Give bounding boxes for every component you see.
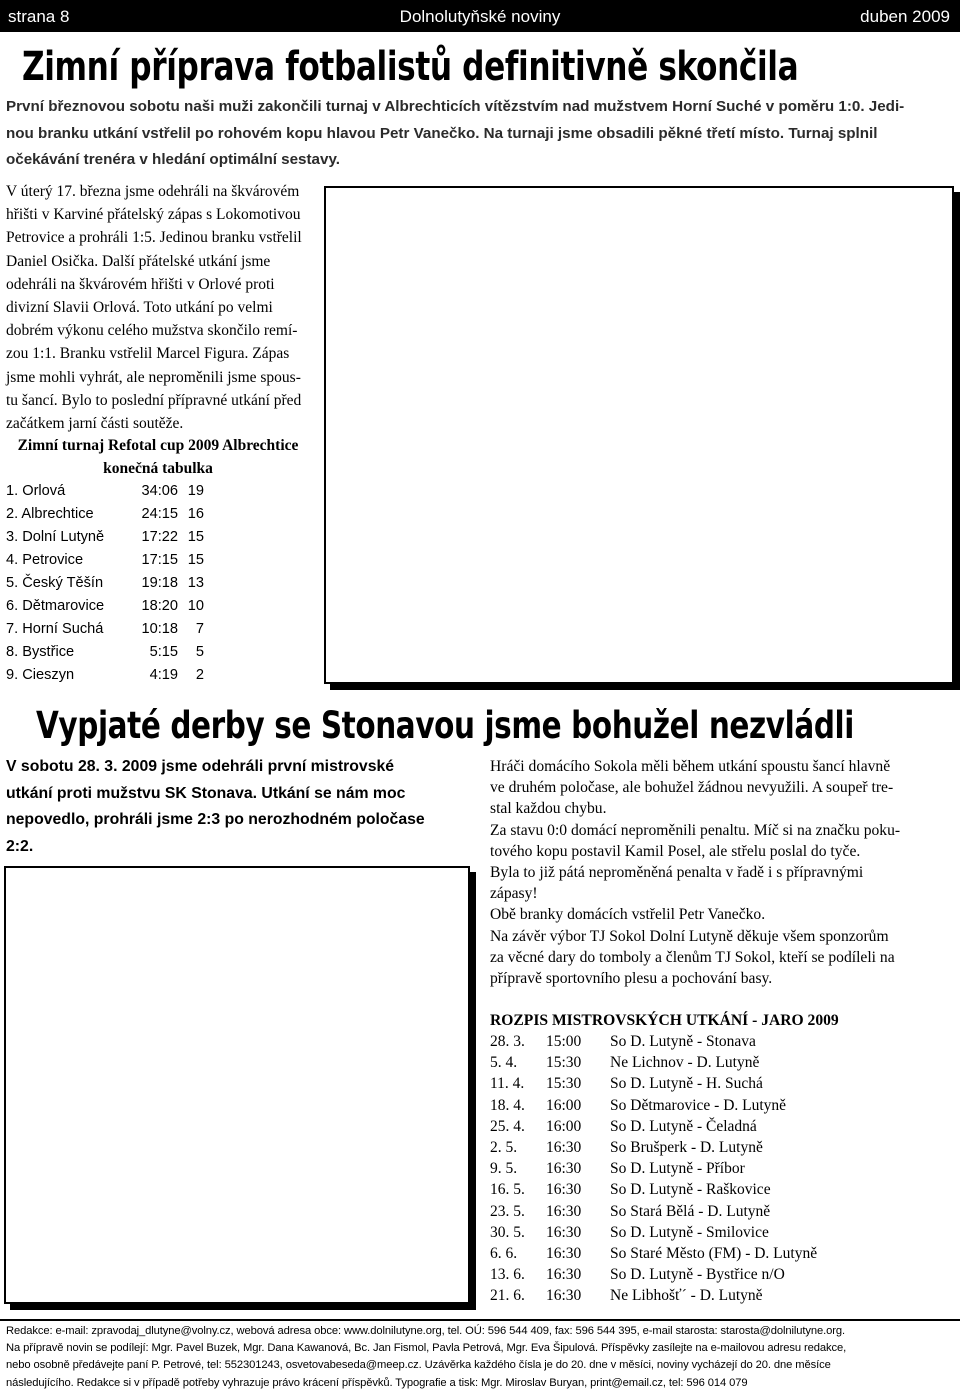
match-time: 16:00 [546, 1117, 582, 1135]
page-number: strana 8 [8, 7, 70, 26]
article-1-body [6, 180, 310, 435]
goal-score: 24:15 [141, 506, 178, 522]
points: 15 [187, 529, 204, 545]
article-2-body [490, 756, 956, 989]
goal-score: 19:18 [141, 575, 178, 591]
team-name: 3. Dolní Lutyně [6, 529, 105, 545]
body-line: odehráli na škvárovém hřišti v Orlové proti [6, 275, 275, 293]
team-name: 5. Český Těšín [6, 575, 104, 591]
body-line: Byla to již pátá neproměněná penalta v řadě i s přípravnými [490, 864, 864, 882]
points: 15 [187, 552, 204, 568]
points: 19 [187, 483, 204, 499]
points: 7 [195, 621, 204, 637]
match-date: 9. 5. [490, 1160, 518, 1178]
points: 5 [195, 644, 204, 660]
body-line: zápasy! [490, 885, 538, 903]
match-date: 21. 6. [490, 1287, 525, 1305]
page-header-bar [0, 0, 960, 32]
goal-score: 4:19 [149, 667, 178, 683]
match-date: 18. 4. [490, 1096, 525, 1114]
match-time: 15:30 [546, 1075, 582, 1093]
match-teams: Ne Libhošť´ - D. Lutyně [610, 1287, 763, 1305]
photo-placeholder-2 [4, 866, 470, 1304]
body-line: za věcné dary do tomboly a členům TJ Sokol, kteří se podíleli na [490, 948, 895, 966]
match-date: 23. 5. [490, 1202, 525, 1220]
match-time: 16:30 [546, 1287, 582, 1305]
body-line: stal každou chybu. [490, 800, 607, 818]
team-name: 8. Bystřice [6, 644, 75, 660]
standings-title-line-2: konečná tabulka [103, 460, 213, 477]
body-line: přípravě sportovního plesu a pochování basy. [490, 970, 773, 988]
goal-score: 5:15 [149, 644, 178, 660]
goal-score: 10:18 [141, 621, 178, 637]
match-date: 11. 4. [490, 1075, 525, 1093]
body-line: začátkem jarní části soutěže. [6, 415, 184, 433]
lead-line: nepovedlo, prohráli jsme 2:3 po nerozhodném poločase [6, 811, 425, 828]
match-teams: So D. Lutyně - Příbor [610, 1160, 745, 1178]
lead-line: očekávání trenéra v hledání optimální sestavy. [6, 151, 340, 168]
body-line: Za stavu 0:0 domácí neproměnili penaltu. Míč si na značku poku- [490, 821, 901, 839]
body-line: tu šancí. Bylo to poslední přípravné utkání před [6, 391, 302, 409]
team-name: 4. Petrovice [6, 552, 84, 568]
photo-placeholder-1 [324, 186, 954, 684]
body-line: V úterý 17. března jsme odehráli na škvárovém [6, 183, 300, 200]
footer-line: nebo osobně předávejte paní P. Petrové, tel: 552301243, osvetovabeseda@meep.cz. Uzávěrka každého čísla je do 20. dne v měsíci, noviny vycházejí do 20. dne měsíce [6, 1359, 831, 1372]
article-2-lead [6, 754, 470, 860]
body-line: divizní Slavii Orlová. Toto utkání po velmi [6, 299, 273, 317]
match-time: 16:30 [546, 1266, 582, 1284]
body-line: tového kopu postavil Kamil Posel, ale střelu poslal do tyče. [490, 842, 861, 860]
match-date: 5. 4. [490, 1054, 518, 1072]
match-teams: So D. Lutyně - Čeladná [610, 1117, 757, 1135]
match-time: 16:00 [546, 1096, 582, 1114]
body-line: Obě branky domácích vstřelil Petr Vanečko. [490, 906, 766, 924]
match-date: 16. 5. [490, 1181, 525, 1199]
match-teams: So Stará Bělá - D. Lutyně [610, 1202, 771, 1220]
match-teams: So D. Lutyně - Bystřice n/O [610, 1266, 785, 1284]
points: 2 [195, 667, 204, 683]
newspaper-name: Dolnolutyňské noviny [399, 7, 561, 26]
body-line: ve druhém poločase, ale bohužel žádnou nevyužili. A soupeř tre- [490, 779, 894, 797]
body-line: Petrovice a prohráli 1:5. Jedinou branku vstřelil [6, 229, 302, 247]
match-time: 16:30 [546, 1160, 582, 1178]
team-name: 9. Cieszyn [6, 667, 75, 683]
match-teams: So D. Lutyně - Smilovice [610, 1223, 769, 1241]
points: 16 [187, 506, 204, 522]
standings-title [6, 434, 310, 480]
team-name: 6. Dětmarovice [6, 598, 105, 614]
body-line: Daniel Osička. Další přátelské utkání jsme [6, 252, 271, 270]
footer-line: Na přípravě novin se podílejí: Mgr. Pavel Buzek, Mgr. Dana Kawanová, Bc. Jan Fismol, Pavla Petrová, Mgr. Eva Šipulová. Příspěvky zasílejte na e-mailovou adresu redakce, [6, 1342, 847, 1355]
body-line: hřišti v Karviné přátelský zápas s Lokomotivou [6, 206, 301, 224]
points: 10 [187, 598, 204, 614]
match-date: 2. 5. [490, 1138, 518, 1156]
article-1-lead [6, 94, 952, 174]
match-teams: So Staré Město (FM) - D. Lutyně [610, 1244, 818, 1262]
lead-line: utkání proti mužstvu SK Stonava. Utkání se nám moc [6, 784, 406, 802]
match-teams: So D. Lutyně - Stonava [610, 1033, 756, 1050]
standings-title-line-1: Zimní turnaj Refotal cup 2009 Albrechtice [17, 437, 299, 454]
match-teams: So D. Lutyně - Raškovice [610, 1181, 771, 1199]
match-teams: Ne Lichnov - D. Lutyně [610, 1054, 760, 1072]
issue-date: duben 2009 [860, 7, 950, 26]
lead-line: První březnovou sobotu naši muži zakončili turnaj v Albrechticích vítězstvím nad mužstvem Horní Suché v poměru 1:0. Jedi- [6, 98, 905, 115]
match-time: 16:30 [546, 1244, 582, 1262]
match-teams: So Brušperk - D. Lutyně [610, 1138, 763, 1156]
team-name: 1. Orlová [6, 483, 66, 499]
match-teams: So D. Lutyně - H. Suchá [610, 1075, 763, 1093]
body-line: zou 1:1. Branku vstřelil Marcel Figura. Zápas [6, 345, 290, 363]
match-time: 16:30 [546, 1202, 582, 1220]
goal-score: 34:06 [141, 483, 178, 499]
team-name: 7. Horní Suchá [6, 621, 104, 637]
lead-line: 2:2. [6, 837, 34, 855]
footer-line: následujícího. Redakce si v případě potřeby vyhrazuje právo krácení příspěvků. Typografie a tisk: Mgr. Miroslav Buryan, print@email.cz, tel: 596 014 079 [6, 1376, 748, 1389]
match-teams: So Dětmarovice - D. Lutyně [610, 1096, 787, 1114]
goal-score: 17:15 [141, 552, 178, 568]
match-date: 30. 5. [490, 1223, 525, 1241]
body-line: Hráči domácího Sokola měli během utkání spoustu šancí hlavně [490, 758, 891, 775]
team-name: 2. Albrechtice [6, 506, 94, 522]
points: 13 [187, 575, 204, 591]
editorial-footer [6, 1323, 958, 1392]
match-time: 16:30 [546, 1223, 582, 1241]
goal-score: 18:20 [141, 598, 178, 614]
match-time: 16:30 [546, 1181, 582, 1199]
match-time: 15:00 [546, 1033, 582, 1050]
article-1-headline: Zimní příprava fotbalistů definitivně skončila [22, 44, 799, 90]
match-date: 25. 4. [490, 1117, 525, 1135]
match-time: 15:30 [546, 1054, 582, 1072]
match-time: 16:30 [546, 1138, 582, 1156]
body-line: dobrém výkonu celého mužstva skončilo remí- [6, 322, 298, 340]
goal-score: 17:22 [141, 529, 178, 545]
lead-line: nou branku utkání vstřelil po rohovém kopu hlavou Petr Vanečko. Na turnaji jsme obsadili pěkné třetí místo. Turnaj splnil [6, 124, 878, 142]
footer-line: Redakce: e-mail: zpravodaj_dlutyne@volny.cz, webová adresa obce: www.dolnilutyne.org, tel. OÚ: 596 544 409, fax: 596 544 395, e-mail starosta: starosta@dolnilutyne.org. [6, 1325, 846, 1337]
match-date: 28. 3. [490, 1033, 525, 1050]
body-line: jsme mohli vyhrát, ale neproměnili jsme spous- [6, 368, 301, 386]
schedule-title: ROZPIS MISTROVSKÝCH UTKÁNÍ - JARO 2009 [490, 1012, 839, 1029]
footer-divider [0, 1319, 960, 1321]
match-date: 13. 6. [490, 1266, 525, 1284]
lead-line: V sobotu 28. 3. 2009 jsme odehráli první mistrovské [6, 758, 395, 775]
article-2-headline: Vypjaté derby se Stonavou jsme bohužel nezvládli [36, 704, 854, 747]
match-date: 6. 6. [490, 1244, 518, 1262]
body-line: Na závěr výbor TJ Sokol Dolní Lutyně děkuje všem sponzorům [490, 927, 889, 945]
